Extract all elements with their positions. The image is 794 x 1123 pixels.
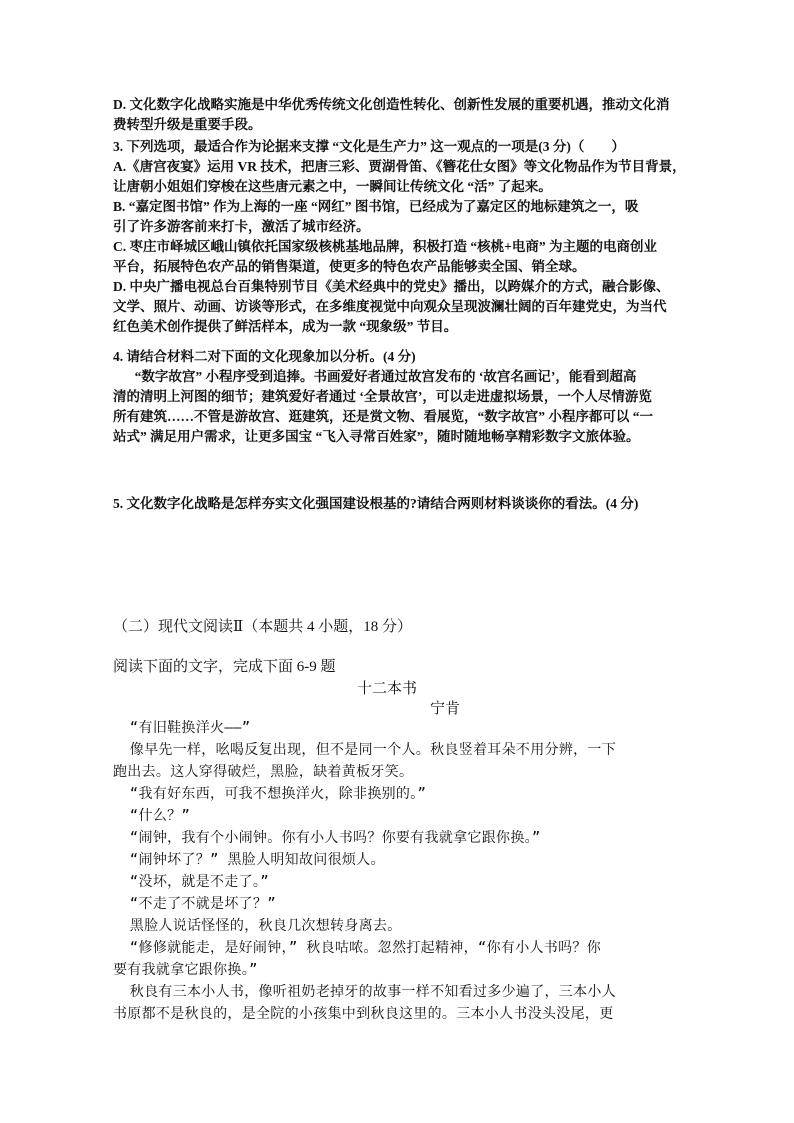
story-author: [370, 699, 520, 719]
option-b-line: B. “嘉定图书馆” 作为上海的一座 “网红” 图书馆，已经成为了嘉定区的地标建筑之一，吸: [113, 199, 639, 214]
option-c-line: 平台，拓展特色农产品的销售渠道，使更多的特色农产品能够卖全国、销全球。: [113, 259, 586, 274]
material-line: 清的清明上河图的细节；建筑爱好者通过 ‘全景故宫’，可以走进虚拟场景，一个人尽情游览: [113, 389, 652, 404]
story-line: 书原都不是秋良的，是全院的小孩集中到秋良这里的。三本小人书没头没尾，更: [113, 1006, 614, 1022]
option-b-line: 引了许多游客前来打卡，激活了城市经济。: [113, 219, 370, 234]
option-a-line: 让唐朝小姐姐们穿梭在这些唐元素之中，一瞬间让传统文化 “活” 了起来。: [113, 179, 552, 194]
story-body: [113, 717, 703, 1025]
story-author-text: 宁肯: [429, 701, 460, 717]
question-3-stem: 3. 下列选项，最适合作为论据来支撑 “文化是生产力” 这一观点的一项是(3 分)（ ）: [113, 139, 625, 154]
story-line: “修修就能走，是好闹钟，” 秋良咕哝。忽然打起精神，“你有小人书吗？你: [129, 940, 602, 956]
question-4-stem: 4. 请结合材料二对下面的文化现象加以分析。(4 分): [113, 349, 416, 364]
instruction-text: 阅读下面的文字，完成下面 6-9 题: [113, 659, 336, 675]
story-line: “我有好东西，可我不想换洋火，除非换别的。”: [129, 786, 427, 802]
story-line: “闹钟，我有个小闹钟。你有小人书吗？你要有我就拿它跟你换。”: [129, 830, 541, 846]
story-line: 要有我就拿它跟你换。”: [113, 962, 258, 978]
question-5: [113, 494, 691, 514]
material-line: “数字故宫” 小程序受到追捧。书画爱好者通过故宫发布的 ‘故宫名画记’，能看到超高: [134, 369, 637, 384]
story-line: “什么？”: [129, 808, 191, 824]
text-line: D. 文化数字化战略实施是中华优秀传统文化创造性转化、创新性发展的重要机遇，推动文化消: [113, 97, 670, 112]
question-2-option-d: [113, 95, 691, 135]
question-3: [113, 137, 691, 337]
option-d-line: 红色美术创作提供了鲜活样本，成为一款 “现象级” 节目。: [113, 319, 458, 334]
option-d-line: D. 中央广播电视总台百集特别节目《美术经典中的党史》播出，以跨媒介的方式，融合影像、: [113, 279, 670, 294]
story-line: 黑脸人说话怪怪的，秋良几次想转身离去。: [129, 918, 402, 934]
story-line: “不走了不就是坏了？”: [129, 896, 276, 912]
material-line: 站式” 满足用户需求，让更多国宝 “飞入寻常百姓家”，随时随地畅享精彩数字文旅体验。: [113, 429, 640, 444]
story-line: “没坏，就是不走了。”: [129, 874, 269, 890]
story-line: “有旧鞋换洋火——”: [129, 720, 251, 736]
reading-instruction: [113, 656, 691, 678]
question-5-stem: 5. 文化数字化战略是怎样夯实文化强国建设根基的?请结合两则材料谈谈你的看法。(4 分): [113, 496, 639, 511]
story-line: 秋良有三本小人书，像听祖奶老掉牙的故事一样不知看过多少遍了，三本小人: [129, 984, 616, 1000]
option-c-line: C. 枣庄市峄城区峨山镇依托国家级核桃基地品牌，积极打造 “核桃+电商” 为主题的电商创业: [113, 239, 657, 254]
option-a-line: A.《唐宫夜宴》运用 VR 技术，把唐三彩、贾湖骨笛、《簪花仕女图》等文化物品作为节目背景，: [113, 159, 686, 174]
section-heading: [113, 616, 691, 638]
section-heading-text: （二）现代文阅读Ⅱ（本题共 4 小题，18 分）: [113, 619, 412, 635]
story-line: 像早先一样，吆喝反复出现，但不是同一个人。秋良竖着耳朵不用分辨，一下: [129, 742, 616, 758]
story-title-text: 十二本书: [356, 681, 417, 697]
option-d-line: 文学、照片、动画、访谈等形式，在多维度视觉中向观众呈现波澜壮阔的百年建党史，为当代: [113, 299, 667, 314]
text-line: 费转型升级是重要手段。: [113, 117, 262, 132]
story-line: “闹钟坏了？” 黑脸人明知故问很烦人。: [129, 852, 385, 868]
question-4: [113, 347, 691, 447]
material-line: 所有建筑……不管是游故宫、逛建筑，还是赏文物、看展览，“数字故宫” 小程序都可以 “一: [113, 409, 653, 424]
story-title: [200, 679, 574, 699]
story-line: 跑出去。这人穿得破烂，黑脸，缺着黄板牙笑。: [113, 764, 414, 780]
